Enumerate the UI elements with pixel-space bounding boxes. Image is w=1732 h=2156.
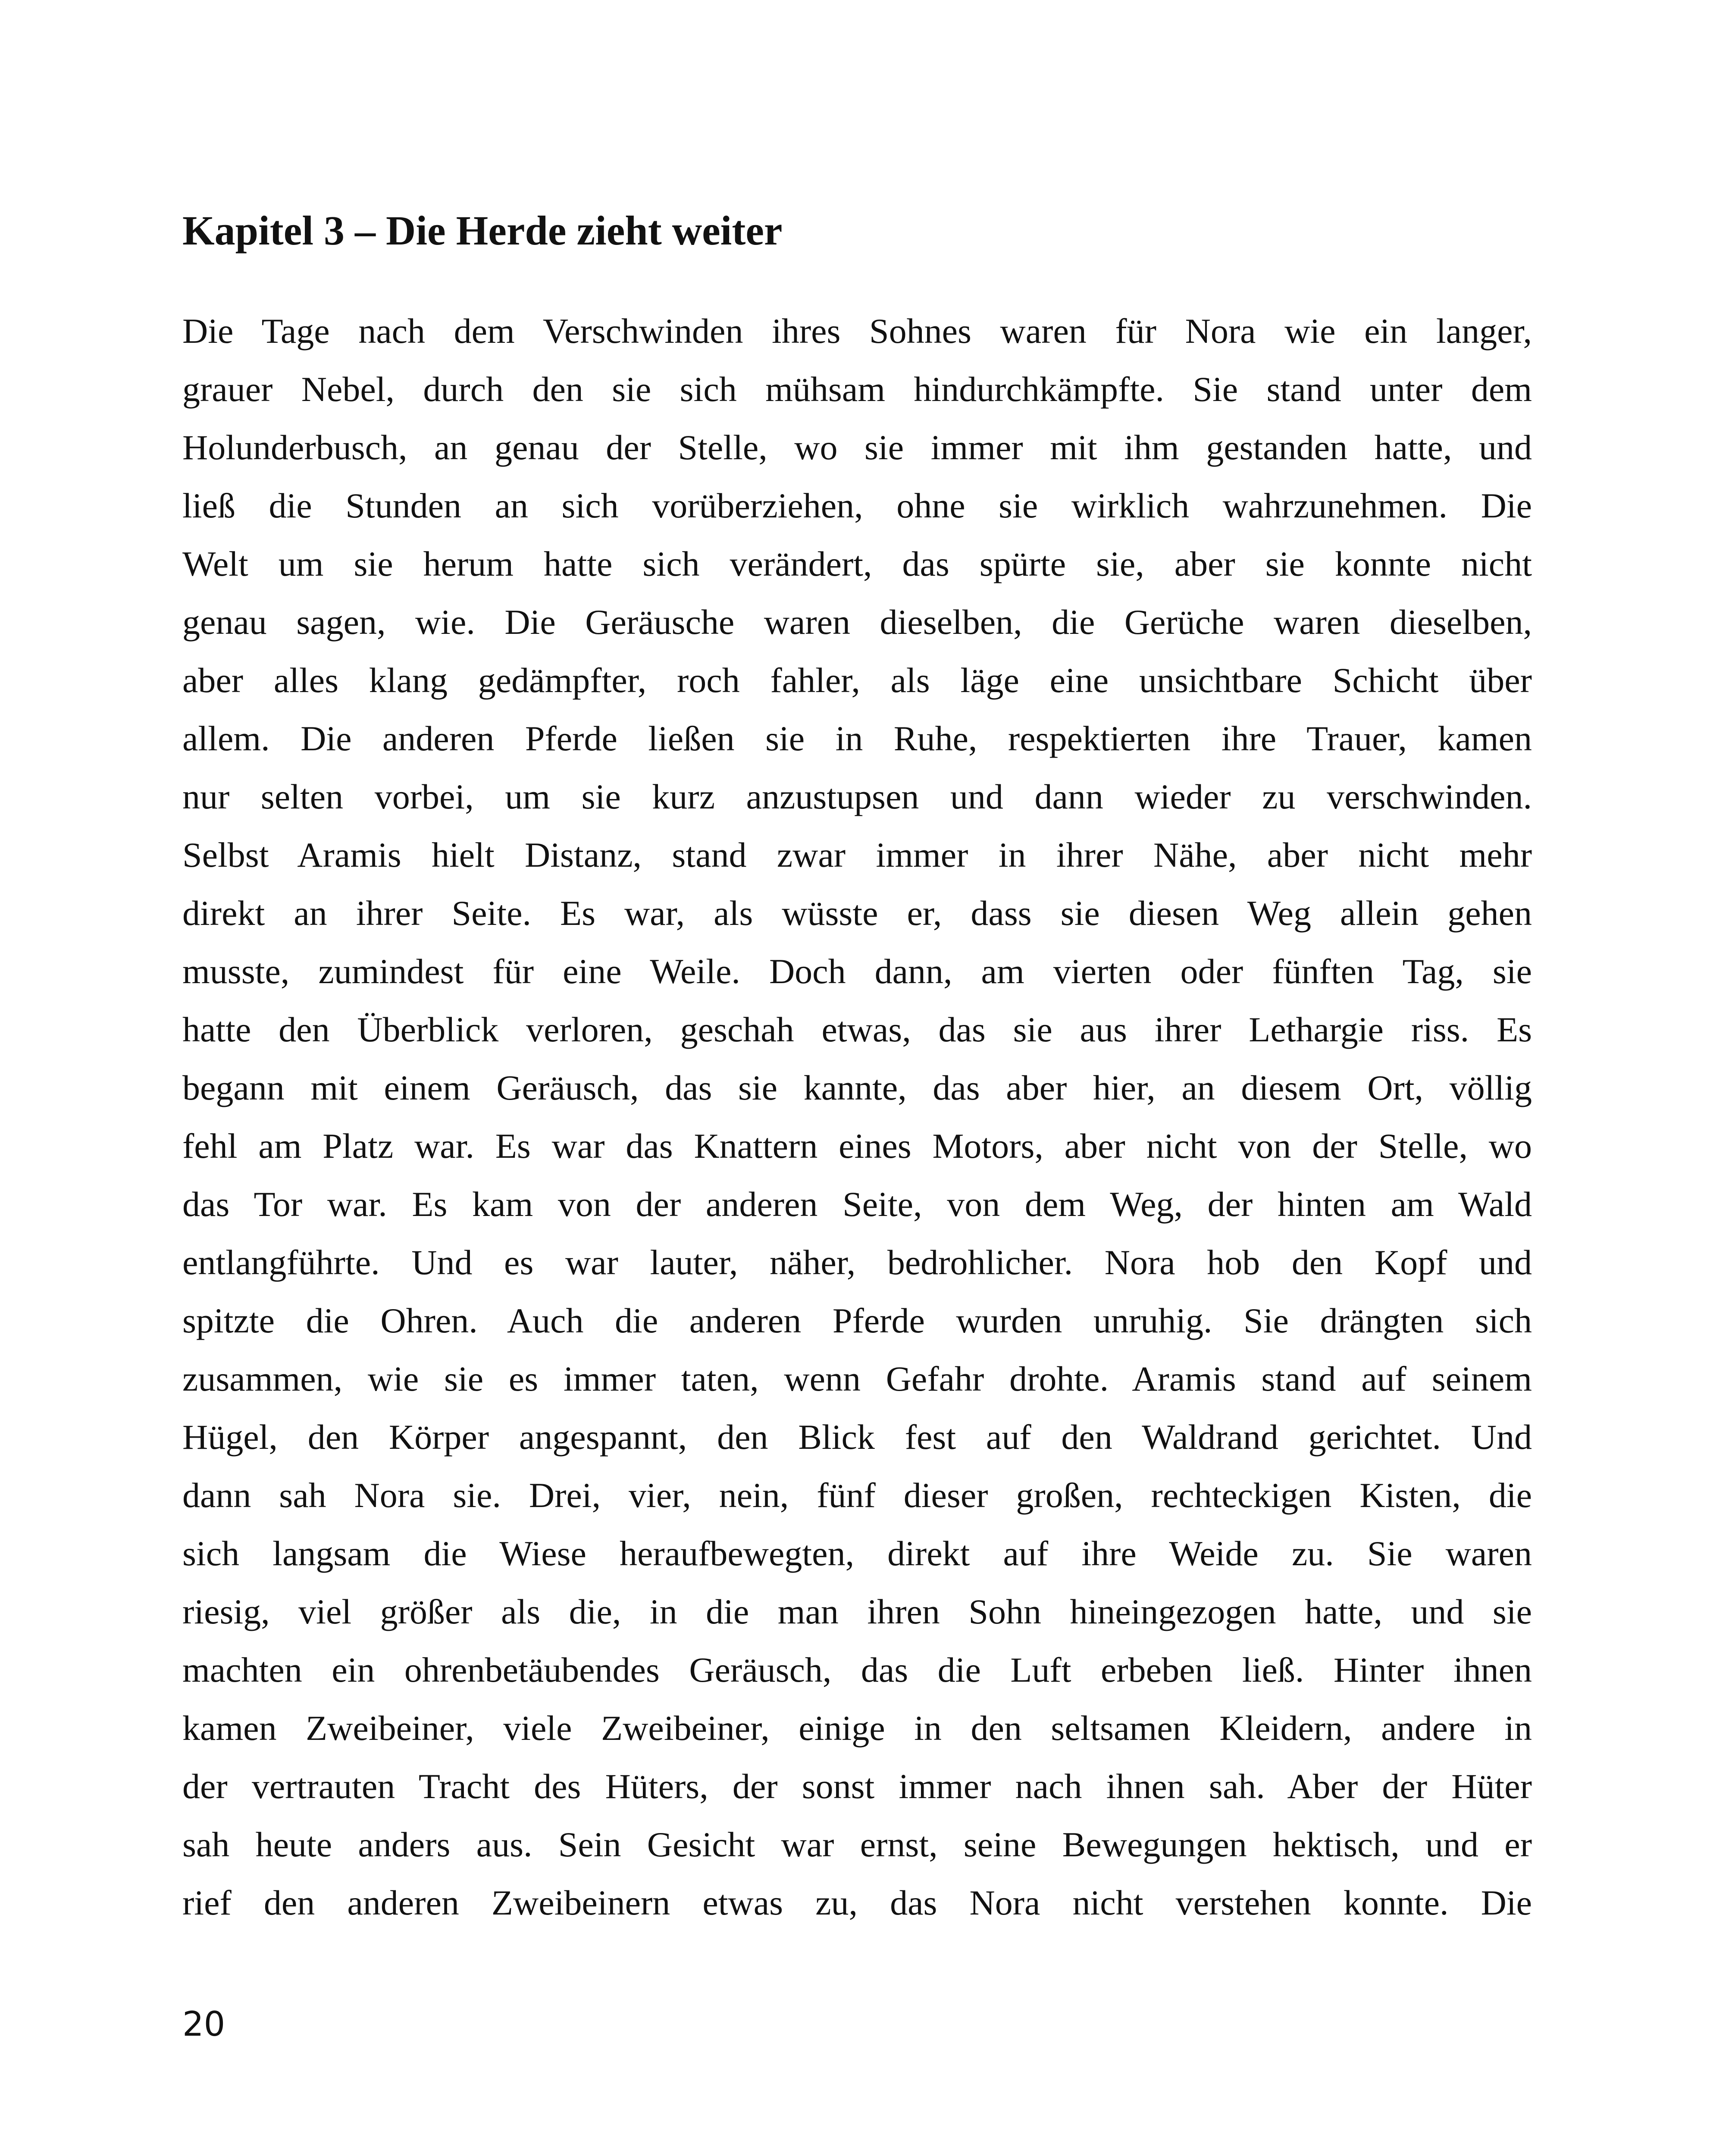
text-line: musste, zumindest für eine Weile. Doch dann, am vierten oder fünften Tag, sie [182,952,1532,991]
text-line: Hügel, den Körper angespannt, den Blick fest auf den Waldrand gerichtet. Und [182,1417,1532,1457]
text-line: der vertrauten Tracht des Hüters, der sonst immer nach ihnen sah. Aber der Hüter [182,1767,1532,1806]
text-line: allem. Die anderen Pferde ließen sie in Ruhe, respektierten ihre Trauer, kamen [182,719,1532,758]
text-line: dann sah Nora sie. Drei, vier, nein, fünf dieser großen, rechteckigen Kisten, die [182,1476,1532,1515]
text-line: rief den anderen Zweibeinern etwas zu, das Nora nicht verstehen konnte. Die [182,1883,1532,1922]
text-line: genau sagen, wie. Die Geräusche waren dieselben, die Gerüche waren dieselben, [182,602,1532,642]
text-line: entlangführte. Und es war lauter, näher, bedrohlicher. Nora hob den Kopf und [182,1243,1532,1282]
text-line: spitzte die Ohren. Auch die anderen Pferde wurden unruhig. Sie drängten sich [182,1301,1532,1340]
text-line: sah heute anders aus. Sein Gesicht war ernst, seine Bewegungen hektisch, und er [182,1825,1532,1864]
text-line: fehl am Platz war. Es war das Knattern eines Motors, aber nicht von der Stelle, wo [182,1126,1532,1166]
text-line: riesig, viel größer als die, in die man ihren Sohn hineingezogen hatte, und sie [182,1592,1532,1631]
text-line: machten ein ohrenbetäubendes Geräusch, das die Luft erbeben ließ. Hinter ihnen [182,1650,1532,1689]
text-line: direkt an ihrer Seite. Es war, als wüsste er, dass sie diesen Weg allein gehen [182,893,1532,933]
text-line: Selbst Aramis hielt Distanz, stand zwar immer in ihrer Nähe, aber nicht mehr [182,835,1532,874]
text-line: aber alles klang gedämpfter, roch fahler, als läge eine unsichtbare Schicht über [182,661,1532,700]
page-number: 20 [182,2005,226,2044]
text-line: begann mit einem Geräusch, das sie kannte, das aber hier, an diesem Ort, völlig [182,1068,1532,1107]
text-line: Holunderbusch, an genau der Stelle, wo sie immer mit ihm gestanden hatte, und [182,428,1532,467]
body-paragraph [182,302,1532,1932]
text-line: grauer Nebel, durch den sie sich mühsam hindurchkämpfte. Sie stand unter dem [182,370,1532,409]
text-line: Die Tage nach dem Verschwinden ihres Sohnes waren für Nora wie ein langer, [182,311,1532,351]
text-line: Welt um sie herum hatte sich verändert, das spürte sie, aber sie konnte nicht [182,544,1532,583]
chapter-title: Kapitel 3 – Die Herde zieht weiter [182,207,783,254]
text-line: kamen Zweibeiner, viele Zweibeiner, einige in den seltsamen Kleidern, andere in [182,1708,1532,1748]
text-line: ließ die Stunden an sich vorüberziehen, ohne sie wirklich wahrzunehmen. Die [182,486,1532,525]
text-line: sich langsam die Wiese heraufbewegten, direkt auf ihre Weide zu. Sie waren [182,1534,1532,1573]
text-line: nur selten vorbei, um sie kurz anzustupsen und dann wieder zu verschwinden. [182,777,1532,816]
text-line: hatte den Überblick verloren, geschah etwas, das sie aus ihrer Lethargie riss. Es [182,1010,1532,1049]
text-line: zusammen, wie sie es immer taten, wenn Gefahr drohte. Aramis stand auf seinem [182,1359,1532,1398]
text-line: das Tor war. Es kam von der anderen Seite, von dem Weg, der hinten am Wald [182,1185,1532,1224]
